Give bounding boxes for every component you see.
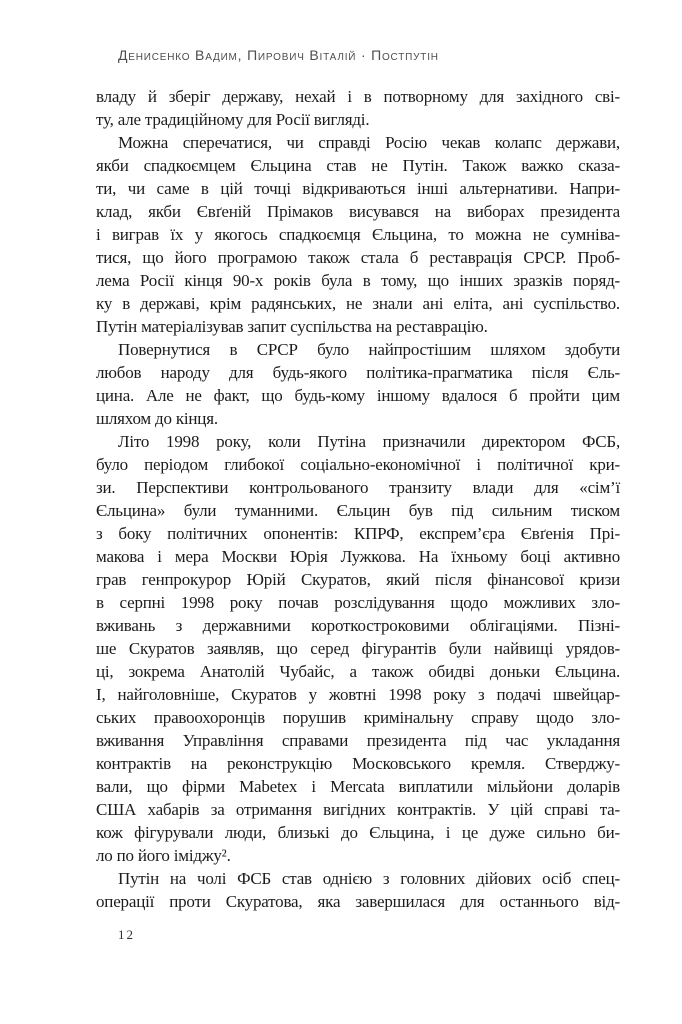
- text-line: Путін на чолі ФСБ став однією з головних дійових осіб спец-: [118, 869, 620, 888]
- text-line: кож фігурували люди, близькі до Єльцина, і це дуже сильно би-: [96, 823, 620, 842]
- text-line: макова і мера Москви Юрія Лужкова. На їхньому боці активно: [96, 547, 620, 566]
- running-header: Денисенко Вадим, Пирович Віталій · Постпутін: [118, 47, 439, 63]
- text-line: клад, якби Євґеній Прімаков висувався на виборах президента: [96, 202, 620, 221]
- text-line: Єльцина» були туманними. Єльцин був під сильним тиском: [96, 501, 620, 520]
- paragraph: [96, 85, 620, 131]
- text-line: ло по його іміджу².: [96, 846, 231, 865]
- text-line: контрактів на реконструкцію Московського кремля. Стверджу-: [96, 754, 620, 773]
- text-line: було періодом глибокої соціально-економічної і політичної кри-: [96, 455, 620, 474]
- text-line: вали, що фірми Mabetex і Mercata виплатили мільйони доларів: [96, 777, 620, 796]
- text-line: зи. Перспективи контрольованого транзиту влади для «сім’ї: [96, 478, 620, 497]
- text-line: ту, але традиційному для Росії вигляді.: [96, 110, 370, 129]
- text-line: ти, чи саме в цій точці відкриваються інші альтернативи. Напри-: [96, 179, 620, 198]
- paragraph: [96, 338, 620, 430]
- text-line: якби спадкоємцем Єльцина став не Путін. Також важко сказа-: [96, 156, 620, 175]
- text-line: владу й зберіг державу, нехай і в потворному для західного сві-: [96, 87, 620, 106]
- text-line: тися, що його програмою також стала б реставрація СРСР. Проб-: [96, 248, 620, 267]
- text-line: ських правоохоронців порушив кримінальну справу щодо зло-: [96, 708, 620, 727]
- text-line: Можна сперечатися, чи справді Росію чекав колапс держави,: [118, 133, 620, 152]
- text-line: ці, зокрема Анатолій Чубайс, а також обидві доньки Єльцина.: [96, 662, 620, 681]
- text-line: в серпні 1998 року почав розслідування щодо можливих зло-: [96, 593, 620, 612]
- text-line: операції проти Скуратова, яка завершилася для останнього від-: [96, 892, 620, 911]
- text-line: вживань з державними короткостроковими облігаціями. Пізні-: [96, 616, 620, 635]
- text-line: любов народу для будь-якого політика-прагматика після Єль-: [96, 363, 620, 382]
- text-line: з боку політичних опонентів: КПРФ, експрем’єра Євґенія Прі-: [96, 524, 620, 543]
- page-body: [96, 85, 620, 913]
- text-line: Літо 1998 року, коли Путіна призначили директором ФСБ,: [118, 432, 620, 451]
- text-line: ку в державі, крім радянських, не знали ані еліта, ані суспільство.: [96, 294, 620, 313]
- text-line: грав генпрокурор Юрій Скуратов, який після фінансової кризи: [96, 570, 620, 589]
- paragraph: [96, 430, 620, 867]
- text-line: і виграв їх у якогось спадкоємця Єльцина, то можна не сумніва-: [96, 225, 620, 244]
- text-line: ше Скуратов заявляв, що серед фігурантів були найвищі урядов-: [96, 639, 620, 658]
- page-number: 12: [118, 927, 135, 942]
- text-line: США хабарів за отримання вигідних контрактів. У цій справі та-: [96, 800, 620, 819]
- text-line: лема Росії кінця 90-х років була в тому, що інших зразків поряд-: [96, 271, 620, 290]
- text-line: шляхом до кінця.: [96, 409, 218, 428]
- text-line: цина. Але не факт, що будь-кому іншому вдалося б пройти цим: [96, 386, 620, 405]
- text-line: Повернутися в СРСР було найпростішим шляхом здобути: [118, 340, 620, 359]
- text-line: Путін матеріалізував запит суспільства на реставрацію.: [96, 317, 488, 336]
- text-line: І, найголовніше, Скуратов у жовтні 1998 року з подачі швейцар-: [96, 685, 620, 704]
- text-line: вживання Управління справами президента під час укладання: [96, 731, 620, 750]
- paragraph: [96, 131, 620, 338]
- paragraph: [96, 867, 620, 913]
